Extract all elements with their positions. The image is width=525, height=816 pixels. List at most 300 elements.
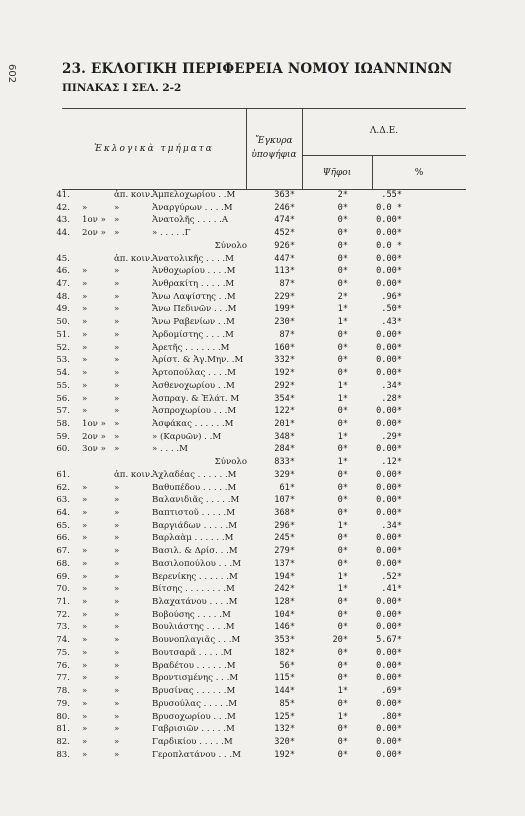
row-prefix: » (82, 597, 88, 608)
row-percent: .80* (381, 711, 402, 722)
row-prefix: » (82, 571, 88, 582)
row-name: Γεροπλατάνου . . .Μ (152, 749, 241, 760)
row-number: 43. (56, 215, 70, 226)
row-name: Βαργιάδων . . . . .Μ (152, 520, 238, 531)
row-votes: 1* (337, 584, 348, 595)
row-number: 53. (56, 355, 70, 366)
table-row (0, 393, 525, 406)
table-row (0, 265, 525, 278)
row-name: Βρυσοχωρίου . . .Μ (152, 711, 236, 722)
row-votes: 1* (337, 520, 348, 531)
row-percent: .69* (381, 686, 402, 697)
row-percent: .52* (381, 571, 402, 582)
row-number: 56. (56, 393, 70, 404)
row-prefix: » (82, 749, 88, 760)
row-valid: 192* (274, 749, 295, 760)
row-kind: ἀπ. κοιν. (114, 469, 153, 480)
row-number: 62. (56, 482, 70, 493)
row-number: 69. (56, 571, 70, 582)
row-name: Σύνολο (214, 457, 247, 468)
row-name: Βουτσαρᾶ . . . . .Μ (152, 647, 233, 658)
row-kind: » (114, 317, 120, 328)
row-valid: 245* (274, 533, 295, 544)
row-valid: 348* (274, 431, 295, 442)
row-prefix: » (82, 647, 88, 658)
table-row (0, 291, 525, 304)
row-kind: » (114, 647, 120, 658)
row-valid: 107* (274, 495, 295, 506)
row-name: Βοβούσης . . . . .Μ (152, 609, 231, 620)
row-percent: 5.67* (376, 635, 402, 646)
row-name: Βερενίκης . . . . . .Μ (152, 571, 238, 582)
row-votes: 0* (337, 660, 348, 671)
row-number: 63. (56, 495, 70, 506)
row-valid: 160* (274, 342, 295, 353)
row-percent: 0.00* (376, 215, 402, 226)
row-name: Βρυσούλας . . . . .Μ (152, 698, 238, 709)
row-number: 45. (56, 253, 70, 264)
row-kind: » (114, 444, 120, 455)
table-row (0, 494, 525, 507)
row-votes: 0* (337, 622, 348, 633)
row-kind: » (114, 418, 120, 429)
row-valid: 368* (274, 508, 295, 518)
row-prefix: » (82, 317, 88, 328)
header-candidates-line2: ὑποψήφια (251, 150, 297, 160)
row-prefix: » (82, 329, 88, 340)
row-valid: 128* (274, 597, 295, 608)
row-prefix: » (82, 304, 88, 315)
table-row (0, 380, 525, 393)
row-valid: 61* (279, 482, 295, 493)
row-kind: » (114, 431, 120, 442)
row-prefix: » (82, 673, 88, 684)
row-valid: 56* (279, 660, 295, 671)
table-row (0, 189, 525, 202)
row-percent: .50* (381, 304, 402, 315)
row-name: Βασιλ. & Δρίσ. . .Μ (152, 546, 238, 557)
row-votes: 1* (337, 304, 348, 315)
row-percent: 0.00* (376, 724, 402, 735)
row-name: Ἀσπραγ. & Ἐλάτ. Μ (152, 393, 240, 404)
row-number: 80. (56, 711, 70, 722)
row-valid: 246* (274, 202, 295, 213)
row-prefix: 1ον » (82, 418, 106, 429)
row-prefix: » (82, 495, 88, 506)
row-kind: » (114, 304, 120, 315)
row-number: 44. (56, 228, 70, 239)
row-name: Γαρδικίου . . . . .Μ (152, 736, 233, 747)
table-row (0, 736, 525, 749)
row-valid: 122* (274, 406, 295, 417)
row-kind: » (114, 266, 120, 277)
row-percent: 0.00* (376, 736, 402, 747)
row-percent: .12* (381, 457, 402, 468)
row-prefix: » (82, 393, 88, 404)
row-name: Ἀρδομίστης . . . .Μ (152, 329, 234, 340)
row-prefix: » (82, 533, 88, 544)
row-votes: 2* (337, 291, 348, 302)
row-prefix: » (82, 202, 88, 213)
row-prefix: » (82, 279, 88, 290)
row-valid: 146* (274, 622, 295, 633)
table-row (0, 558, 525, 571)
row-percent: 0.00* (376, 558, 402, 569)
row-percent: .55* (381, 190, 402, 200)
row-percent: 0.00* (376, 469, 402, 480)
row-kind: » (114, 202, 120, 213)
row-votes: 0* (337, 698, 348, 709)
row-number: 61. (56, 469, 70, 480)
row-name: » . . . . .Γ (152, 228, 191, 239)
table-row (0, 278, 525, 291)
row-number: 41. (56, 190, 70, 200)
row-name: Ἀρετῆς . . . . . . .Μ (152, 342, 230, 353)
row-votes: 1* (337, 711, 348, 722)
row-prefix: » (82, 482, 88, 493)
row-number: 72. (56, 609, 70, 620)
row-number: 79. (56, 698, 70, 709)
row-name: Ἀχλαδέας . . . . . .Μ (152, 469, 237, 480)
row-number: 73. (56, 622, 70, 633)
table-subtitle: ΠΙΝΑΚΑΣ I ΣΕΛ. 2-2 (62, 82, 182, 94)
row-prefix: 1ον » (82, 215, 106, 226)
row-valid: 113* (274, 266, 295, 277)
table-row (0, 507, 525, 520)
row-kind: » (114, 711, 120, 722)
row-name: Ἀνατολικῆς . . . .Μ (152, 253, 234, 264)
row-valid: 137* (274, 558, 295, 569)
table-row (0, 367, 525, 380)
row-number: 66. (56, 533, 70, 544)
header-candidates-line1: Ἔγκυρα (255, 136, 293, 146)
row-number: 65. (56, 520, 70, 531)
row-kind: » (114, 406, 120, 417)
row-percent: .96* (381, 291, 402, 302)
table-header (62, 108, 466, 190)
row-name: Βρυσίνας . . . . . .Μ (152, 686, 236, 697)
row-percent: 0.00* (376, 329, 402, 340)
row-votes: 0* (337, 533, 348, 544)
row-number: 47. (56, 279, 70, 290)
page-title: 23. ΕΚΛΟΓΙΚΗ ΠΕΡΙΦΕΡΕΙΑ ΝΟΜΟΥ ΙΩΑΝΝΙΝΩΝ (62, 61, 453, 77)
row-prefix: » (82, 558, 88, 569)
row-kind: » (114, 584, 120, 595)
row-percent: 0.00* (376, 609, 402, 620)
row-votes: 0* (337, 418, 348, 429)
row-valid: 115* (274, 673, 295, 684)
row-name: Βραδέτου . . . . . .Μ (152, 660, 236, 671)
row-kind: » (114, 686, 120, 697)
row-kind: » (114, 660, 120, 671)
row-votes: 0* (337, 266, 348, 277)
table-row (0, 469, 525, 482)
row-votes: 0* (337, 202, 348, 213)
row-valid: 279* (274, 546, 295, 557)
row-kind: » (114, 749, 120, 760)
row-kind: » (114, 546, 120, 557)
row-votes: 0* (337, 368, 348, 379)
table-row (0, 621, 525, 634)
row-kind: » (114, 597, 120, 608)
row-name: Βαλανιδιᾶς . . . . .Μ (152, 495, 240, 506)
table-row (0, 545, 525, 558)
row-number: 48. (56, 291, 70, 302)
table-row (0, 698, 525, 711)
page-number: 602 (6, 64, 17, 84)
row-kind: » (114, 508, 120, 518)
row-name: Βροντισμένης . . .Μ (152, 673, 239, 684)
table-row (0, 329, 525, 342)
row-votes: 0* (337, 253, 348, 264)
row-votes: 1* (337, 571, 348, 582)
row-name: Βαπτιστοῦ . . . . .Μ (152, 508, 236, 518)
row-prefix: » (82, 368, 88, 379)
row-valid: 199* (274, 304, 295, 315)
row-name: Ἀσφάκας . . . . . .Μ (152, 418, 234, 429)
table-row (0, 660, 525, 673)
row-valid: 284* (274, 444, 295, 455)
row-percent: .28* (381, 393, 402, 404)
row-name: Βίτσης . . . . . . . .Μ (152, 584, 235, 595)
row-percent: 0.00* (376, 546, 402, 557)
row-kind: » (114, 495, 120, 506)
row-name: Ἀρίστ. & Ἀγ.Μην. .Μ (152, 355, 244, 366)
row-percent: 0.00* (376, 749, 402, 760)
table-row (0, 482, 525, 495)
table-row (0, 316, 525, 329)
row-votes: 2* (337, 190, 348, 200)
table-row (0, 685, 525, 698)
table-row (0, 520, 525, 533)
row-name: Ἀναργύρων . . . .Μ (152, 202, 233, 213)
row-prefix: » (82, 609, 88, 620)
row-percent: 0.00* (376, 647, 402, 658)
row-valid: 353* (274, 635, 295, 646)
row-name: Ἄνω Λαψίστης . .Μ (152, 291, 236, 302)
row-kind: » (114, 279, 120, 290)
row-valid: 229* (274, 291, 295, 302)
row-votes: 0* (337, 482, 348, 493)
row-percent: 0.00* (376, 673, 402, 684)
table-row (0, 342, 525, 355)
row-prefix: 3ον » (82, 444, 106, 455)
row-kind: » (114, 558, 120, 569)
row-valid: 85* (279, 698, 295, 709)
row-number: 54. (56, 368, 70, 379)
row-percent: 0.00* (376, 406, 402, 417)
row-prefix: » (82, 711, 88, 722)
row-valid: 132* (274, 724, 295, 735)
row-number: 49. (56, 304, 70, 315)
row-votes: 1* (337, 393, 348, 404)
row-percent: 0.00* (376, 444, 402, 455)
row-kind: » (114, 368, 120, 379)
row-name: Βουλιάστης . . . .Μ (152, 622, 235, 633)
row-kind: » (114, 622, 120, 633)
row-number: 52. (56, 342, 70, 353)
row-name: » . . . .Μ (152, 444, 188, 455)
row-kind: ἀπ. κοιν. (114, 190, 153, 200)
row-votes: 0* (337, 673, 348, 684)
row-kind: » (114, 355, 120, 366)
row-percent: .34* (381, 520, 402, 531)
row-votes: 0* (337, 749, 348, 760)
row-percent: 0.00* (376, 279, 402, 290)
row-name: Ἀνθοχωρίου . . . .Μ (152, 266, 236, 277)
table-row (0, 227, 525, 240)
row-percent: 0.00* (376, 355, 402, 366)
row-valid: 144* (274, 686, 295, 697)
table-row (0, 253, 525, 266)
row-number: 60. (56, 444, 70, 455)
row-votes: 0* (337, 444, 348, 455)
row-valid: 474* (274, 215, 295, 226)
row-name: Γαβρισιῶν . . . . .Μ (152, 724, 235, 735)
row-name: Βαθυπέδου . . . . .Μ (152, 482, 237, 493)
row-name: Ἀσπροχωρίου . . .Μ (152, 406, 237, 417)
row-prefix: » (82, 660, 88, 671)
row-number: 74. (56, 635, 70, 646)
row-prefix: » (82, 635, 88, 646)
row-valid: 87* (279, 279, 295, 290)
row-kind: » (114, 609, 120, 620)
row-kind: » (114, 329, 120, 340)
row-votes: 0* (337, 558, 348, 569)
row-valid: 104* (274, 609, 295, 620)
row-name: Ἀρτοπούλας . . . .Μ (152, 368, 236, 379)
row-name: Βασιλοπούλου . . .Μ (152, 558, 242, 569)
table-row (0, 749, 525, 762)
row-percent: 0.00* (376, 698, 402, 709)
row-prefix: » (82, 380, 88, 391)
row-number: 51. (56, 329, 70, 340)
row-prefix: » (82, 342, 88, 353)
row-kind: » (114, 698, 120, 709)
row-percent: 0.00* (376, 660, 402, 671)
row-kind: » (114, 736, 120, 747)
row-number: 67. (56, 546, 70, 557)
row-name: Βλαχατάνου . . . .Μ (152, 597, 238, 608)
table-row (0, 431, 525, 444)
row-name: Βαρλαὰμ . . . . . .Μ (152, 533, 234, 544)
row-percent: .41* (381, 584, 402, 595)
row-votes: 20* (332, 635, 348, 646)
row-kind: » (114, 291, 120, 302)
row-votes: 0* (337, 546, 348, 557)
table-row (0, 418, 525, 431)
row-prefix: » (82, 546, 88, 557)
row-kind: » (114, 520, 120, 531)
row-votes: 0* (337, 342, 348, 353)
row-kind: » (114, 482, 120, 493)
row-valid: 125* (274, 711, 295, 722)
row-prefix: » (82, 622, 88, 633)
table-row (0, 596, 525, 609)
row-name: Ἀσθενοχωρίου . .Μ (152, 380, 235, 391)
row-kind: » (114, 342, 120, 353)
row-votes: 1* (337, 380, 348, 391)
row-votes: 0* (337, 469, 348, 480)
table-row (0, 647, 525, 660)
row-votes: 0* (337, 279, 348, 290)
row-votes: 0* (337, 495, 348, 506)
table-row (0, 354, 525, 367)
row-percent: 0.00* (376, 342, 402, 353)
row-percent: .29* (381, 431, 402, 442)
row-kind: » (114, 215, 120, 226)
row-number: 59. (56, 431, 70, 442)
table-row (0, 711, 525, 724)
row-percent: 0.00* (376, 253, 402, 264)
row-valid: 292* (274, 380, 295, 391)
row-votes: 0* (337, 240, 348, 251)
row-percent: .34* (381, 380, 402, 391)
row-prefix: » (82, 584, 88, 595)
row-prefix: » (82, 724, 88, 735)
row-percent: 0.00* (376, 597, 402, 608)
row-votes: 0* (337, 609, 348, 620)
row-valid: 363* (274, 190, 295, 200)
table-row (0, 532, 525, 545)
row-percent: 0.0 * (376, 202, 402, 213)
row-votes: 0* (337, 597, 348, 608)
row-number: 70. (56, 584, 70, 595)
row-number: 77. (56, 673, 70, 684)
row-kind: » (114, 393, 120, 404)
row-kind: ἀπ. κοιν. (114, 253, 153, 264)
table-row (0, 634, 525, 647)
row-name: » (Καρυῶν) . .Μ (152, 431, 222, 442)
row-prefix: 2ον » (82, 228, 106, 239)
table-row (0, 202, 525, 215)
row-name: Ἄνω Ραβενίων . .Μ (152, 317, 235, 328)
row-votes: 1* (337, 686, 348, 697)
row-name: Σύνολο (214, 240, 247, 251)
row-valid: 833* (274, 457, 295, 468)
row-votes: 0* (337, 355, 348, 366)
row-votes: 0* (337, 215, 348, 226)
row-prefix: » (82, 686, 88, 697)
row-prefix: » (82, 508, 88, 518)
row-valid: 926* (274, 240, 295, 251)
row-prefix: » (82, 355, 88, 366)
row-percent: .43* (381, 317, 402, 328)
table-row (0, 214, 525, 227)
row-percent: 0.00* (376, 533, 402, 544)
row-number: 64. (56, 508, 70, 518)
row-number: 57. (56, 406, 70, 417)
row-name: Ἀμπελοχωρίου . .Μ (152, 190, 236, 200)
header-party: Λ.Δ.Ε. (369, 126, 399, 136)
row-percent: 0.00* (376, 228, 402, 239)
row-number: 71. (56, 597, 70, 608)
row-votes: 1* (337, 431, 348, 442)
row-prefix: » (82, 406, 88, 417)
row-votes: 0* (337, 724, 348, 735)
row-number: 81. (56, 724, 70, 735)
row-votes: 0* (337, 228, 348, 239)
row-percent: 0.00* (376, 482, 402, 493)
table-row (0, 583, 525, 596)
row-valid: 447* (274, 253, 295, 264)
row-percent: 0.00* (376, 495, 402, 506)
row-kind: » (114, 533, 120, 544)
row-votes: 0* (337, 508, 348, 518)
row-number: 76. (56, 660, 70, 671)
row-number: 82. (56, 736, 70, 747)
row-number: 55. (56, 380, 70, 391)
